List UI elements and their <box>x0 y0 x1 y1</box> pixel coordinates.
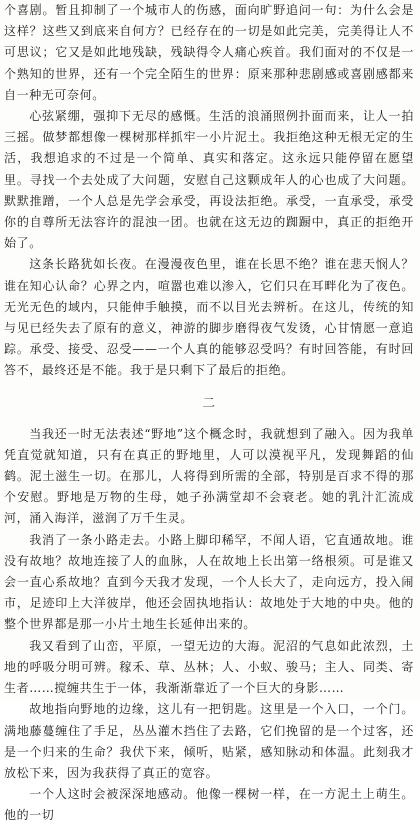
paragraph: 心弦紧绷，强抑下无尽的感慨。生活的浪涌照例扑面而来，让人一拍三摇。做梦都想像一棵树那样抓牢一小片泥土。我拒绝这种无根无定的生活，我想追求的不过是一个简单、真实和落定。这永远只能停留在愿望里。寻找一个去处成了大问题，安慰自己这颗成年人的心也成了大问题。默默推蹭，一个人总是先学会承受，再设法拒绝。承受，一直承受，承受你的自尊所无法容许的混浊一团。也就在这无边的踟蹰中，真正的拒绝开始了。 <box>4 109 414 251</box>
paragraph-continued: 个喜剧。暂且抑制了一个城市人的伤感，面向旷野追问一句：为什么会是这样？这些又到底来自何方？已经存在的一切是如此完美，完美得让人不可思议；它又是如此地残缺，残缺得令人痛心疾首。我们面对的不仅是一个熟知的世界，还有一个完全陌生的世界：原来那种悲剧感或喜剧感都来自一种无可奈何。 <box>4 3 414 102</box>
paragraph: 我又看到了山峦，平原，一望无边的大海。泥沼的气息如此浓烈，土地的呼吸分明可辨。稼禾、草、丛林；人、小蚁、骏马；主人、同类、寄生者……搅缠共生于一体，我渐渐靠近了一个巨大的身影…… <box>4 638 414 696</box>
paragraph: 我消了一条小路走去。小路上脚印稀罕，不闻人语，它直通故地。谁没有故地？故地连接了人的血脉，人在故地上长出第一络根须。可是谁又会一直心系故地？直到今天我才发现，一个人长大了，走向远方，投入闹市，足迹印上大洋彼岸，他还会固执地指认：故地处于大地的中央。他的整个世界都是那一小片土地生长延伸出来的。 <box>4 532 414 632</box>
section-heading: 二 <box>202 394 216 410</box>
paragraph: 当我还一时无法表述“野地”这个概念时，我就想到了融入。因为我单凭直觉就知道，只有在真正的野地里，人可以漠视平凡，发现舞蹈的仙鹤。泥土滋生一切。在那儿，人将得到所需的全部，特别是百求不得的那个安慰。野地是万物的生母，她子孙满堂却不会衰老。她的乳汁汇流成河，涌入海洋，滋润了万千生灵。 <box>4 426 414 526</box>
paragraph: 一个人这时会被深深地感动。他像一棵树一样，在一方泥土上萌生。他的一切 <box>4 787 414 823</box>
paragraph: 这条长路犹如长夜。在漫漫夜色里，谁在长思不绝？谁在悲天悯人？谁在知心认命？心界之内，喧嚣也难以渗入，它们只在耳畔化为了夜色。无光无色的域内，只能伸手触摸，而不以目光去辨析。在这儿，传统的知与见已经失去了原有的意义，神游的脚步磨得夜气发烫，心甘情愿一意追踪。承受、接受、忍受——一个人真的能够忍受吗？有时回答能，有时回答不，最终还是不能。我于是只剩下了最后的拒绝。 <box>4 257 414 378</box>
paragraph: 故地指向野地的边缘，这儿有一把钥匙。这里是一个入口，一个门。满地藤蔓缠住了手足，丛丛灌木挡住了去路，它们挽留的是一个过客，还是一个归来的生命？我伏下来，倾听，贴紧，感知脉动和体温。此刻我才放松下来，因为我获得了真正的宽容。 <box>4 702 414 780</box>
